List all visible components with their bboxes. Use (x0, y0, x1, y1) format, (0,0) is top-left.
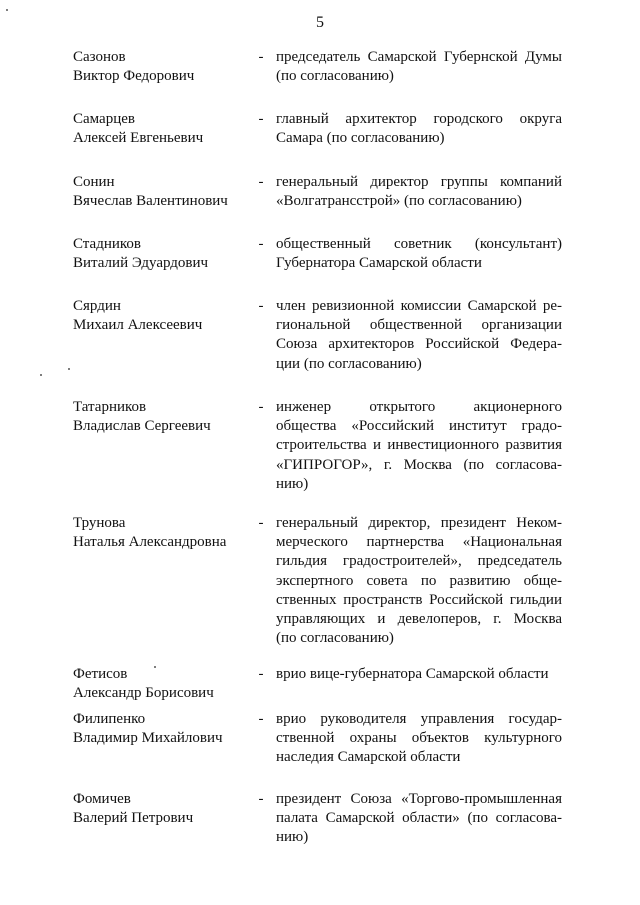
scan-speck (6, 9, 8, 11)
role-line: Самара (по согласованию) (276, 130, 445, 147)
separator-dash: - (258, 791, 264, 807)
member-surname: Стадников (73, 236, 141, 252)
member-name (73, 173, 253, 211)
member-surname: Трунова (73, 515, 126, 531)
separator-dash: - (258, 174, 264, 190)
separator-dash: - (258, 49, 264, 65)
member-surname: Фетисов (73, 666, 128, 682)
scan-speck (154, 666, 156, 668)
member-name (73, 665, 253, 703)
role-line: управляющих и девелоперов, г. Москва (276, 611, 562, 628)
role-line: нию) (276, 829, 309, 846)
separator-dash: - (258, 236, 264, 252)
role-line: ственных пространств Российской гильдии (276, 591, 562, 608)
role-line: ции (по согласованию) (276, 355, 422, 372)
member-surname: Сонин (73, 174, 115, 190)
member-given-names: Валерий Петрович (73, 810, 194, 827)
member-role (276, 665, 562, 684)
role-line: генеральный директор группы компаний (276, 174, 562, 190)
member-name (73, 48, 253, 86)
member-role (276, 710, 562, 768)
member-name (73, 790, 253, 828)
role-line: строительства и инвестиционного развития (276, 437, 562, 454)
member-name (73, 110, 253, 148)
role-line: главный архитектор городского округа (276, 111, 562, 127)
separator-dash: - (258, 399, 264, 415)
separator-dash: - (258, 711, 264, 727)
member-given-names: Владимир Михайлович (73, 730, 223, 747)
member-given-names: Виктор Федорович (73, 68, 195, 85)
member-name (73, 297, 253, 335)
member-role (276, 398, 562, 494)
member-role (276, 235, 562, 273)
role-line: председатель Самарской Губернской Думы (276, 49, 562, 65)
role-line: экспертного совета по развитию обще- (276, 572, 562, 589)
member-surname: Сазонов (73, 49, 126, 65)
member-role (276, 297, 562, 374)
role-line: палата Самарской области» (по согласова- (276, 810, 562, 827)
role-line: гильдия градостроителей», председатель (276, 553, 562, 570)
member-surname: Татарников (73, 399, 147, 415)
role-line: Союза архитекторов Российской Федера- (276, 336, 562, 353)
member-given-names: Алексей Евгеньевич (73, 130, 204, 147)
member-role (276, 790, 562, 848)
member-role (276, 173, 562, 211)
role-line: общественный советник (консультант) (276, 236, 562, 252)
page-number: 5 (316, 14, 324, 31)
separator-dash: - (258, 666, 264, 682)
member-name (73, 710, 253, 748)
member-given-names: Вячеслав Валентинович (73, 193, 228, 210)
scan-speck (68, 368, 70, 370)
role-line: «Волгатрансстрой» (по согласованию) (276, 193, 522, 210)
member-given-names: Виталий Эдуардович (73, 255, 209, 272)
member-name (73, 398, 253, 436)
role-line: нию) (276, 475, 309, 492)
member-surname: Филипенко (73, 711, 146, 727)
role-line: врио руководителя управления государ- (276, 711, 562, 727)
member-given-names: Михаил Алексеевич (73, 317, 203, 334)
role-line: наследия Самарской области (276, 749, 461, 766)
member-given-names: Владислав Сергеевич (73, 418, 211, 435)
member-name (73, 514, 253, 552)
role-line: член ревизионной комиссии Самарской ре- (276, 298, 562, 314)
role-line: общества «Российский институт градо- (276, 418, 562, 435)
member-role (276, 514, 562, 648)
role-line: (по согласованию) (276, 68, 394, 85)
role-line: инженер открытого акционерного (276, 399, 562, 415)
member-role (276, 48, 562, 86)
member-given-names: Александр Борисович (73, 685, 214, 702)
role-line: (по согласованию) (276, 630, 394, 647)
role-line: Губернатора Самарской области (276, 255, 482, 272)
member-role (276, 110, 562, 148)
role-line: президент Союза «Торгово-промышленная (276, 791, 562, 807)
member-name (73, 235, 253, 273)
role-line: мерческого партнерства «Национальная (276, 534, 562, 551)
role-line: гиональной общественной организации (276, 317, 562, 334)
separator-dash: - (258, 111, 264, 127)
member-surname: Сярдин (73, 298, 121, 314)
separator-dash: - (258, 298, 264, 314)
role-line: врио вице-губернатора Самарской области (276, 666, 549, 682)
role-line: генеральный директор, президент Неком- (276, 515, 562, 531)
separator-dash: - (258, 515, 264, 531)
scan-speck (40, 374, 42, 376)
member-surname: Самарцев (73, 111, 135, 127)
role-line: ственной охраны объектов культурного (276, 730, 562, 747)
role-line: «ГИПРОГОР», г. Москва (по согласова- (276, 456, 562, 473)
member-surname: Фомичев (73, 791, 131, 807)
member-given-names: Наталья Александровна (73, 534, 227, 551)
